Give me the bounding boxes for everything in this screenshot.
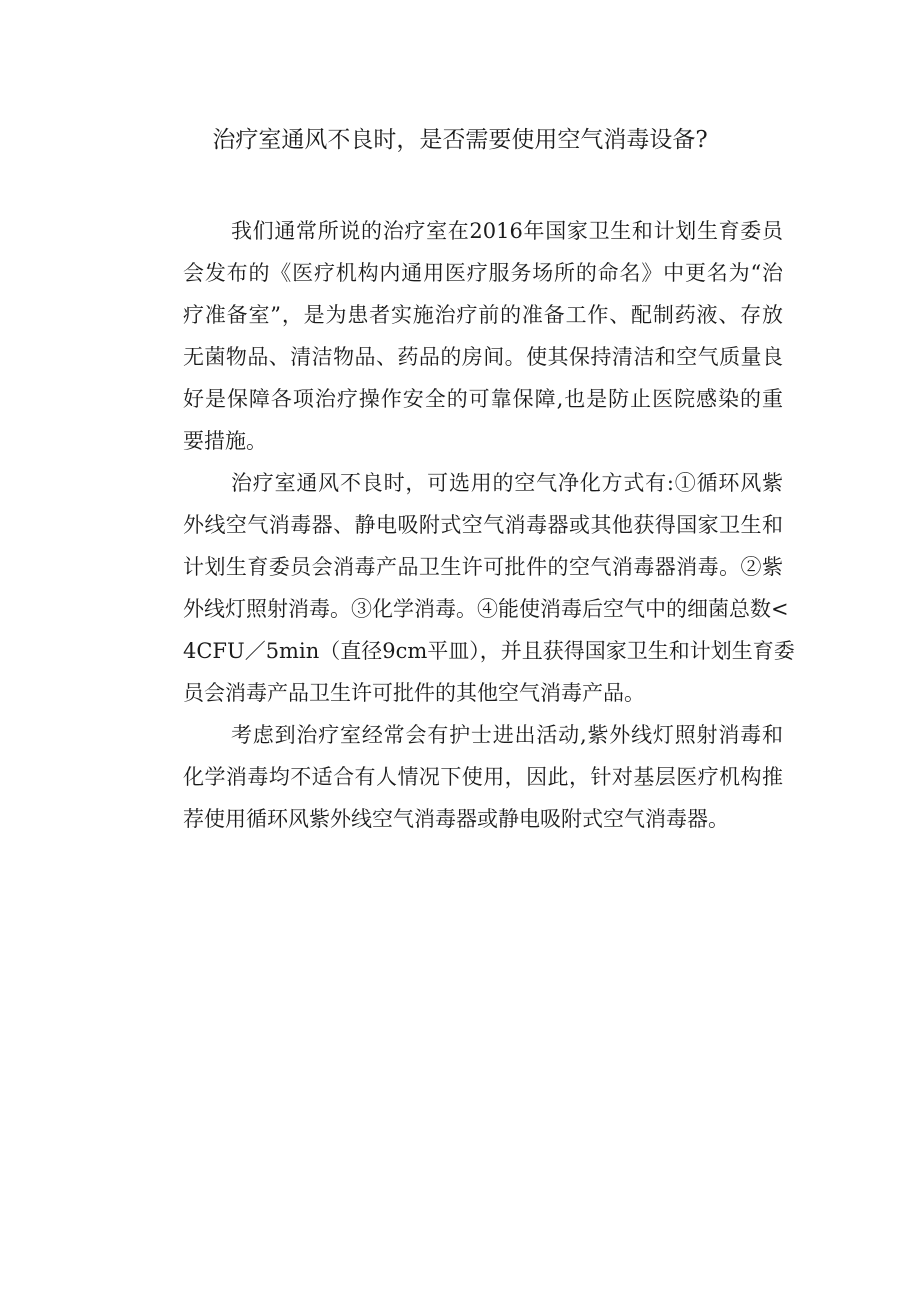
paragraph-line: 无菌物品、清洁物品、药品的房间。使其保持清洁和空气质量良 <box>183 345 783 369</box>
document-body <box>141 210 795 840</box>
paragraph-line: 我们通常所说的治疗室在2016年国家卫生和计划生育委员 <box>231 219 783 243</box>
paragraph-line: 会发布的《医疗机构内通用医疗服务场所的命名》中更名为“治 <box>183 261 783 285</box>
paragraph-3 <box>141 714 783 840</box>
paragraph-line: 4CFU／5min（直径9cm平皿），并且获得国家卫生和计划生育委 <box>183 639 795 663</box>
paragraph-line: 荐使用循环风紫外线空气消毒器或静电吸附式空气消毒器。 <box>183 807 729 831</box>
paragraph-1 <box>141 210 783 462</box>
paragraph-line: 计划生育委员会消毒产品卫生许可批件的空气消毒器消毒。②紫 <box>183 555 783 579</box>
paragraph-line: 员会消毒产品卫生许可批件的其他空气消毒产品。 <box>183 681 645 705</box>
paragraph-2 <box>141 462 795 714</box>
paragraph-line: 要措施。 <box>183 429 267 453</box>
paragraph-line: 外线空气消毒器、静电吸附式空气消毒器或其他获得国家卫生和 <box>183 513 783 537</box>
paragraph-line: 治疗室通风不良时，可选用的空气净化方式有:①循环风紫 <box>231 471 783 495</box>
paragraph-line: 考虑到治疗室经常会有护士进出活动,紫外线灯照射消毒和 <box>231 723 783 747</box>
paragraph-line: 外线灯照射消毒。③化学消毒。④能使消毒后空气中的细菌总数< <box>183 597 789 621</box>
paragraph-line: 化学消毒均不适合有人情况下使用，因此，针对基层医疗机构推 <box>183 765 783 789</box>
document-title: 治疗室通风不良时，是否需要使用空气消毒设备? <box>212 127 708 153</box>
paragraph-line: 好是保障各项治疗操作安全的可靠保障,也是防止医院感染的重 <box>183 387 783 411</box>
paragraph-line: 疗准备室”，是为患者实施治疗前的准备工作、配制药液、存放 <box>183 303 783 327</box>
